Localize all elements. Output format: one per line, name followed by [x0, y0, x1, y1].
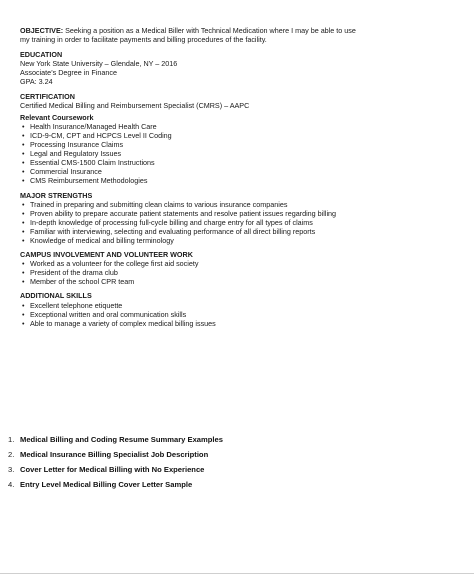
- list-item: [20, 301, 452, 310]
- list-item-text: Exceptional written and oral communication skills: [30, 309, 187, 319]
- skills-section: [20, 291, 452, 327]
- bullet-icon: •: [22, 277, 25, 287]
- list-item-text: Member of the school CPR team: [30, 277, 135, 287]
- education-heading: EDUCATION: [20, 50, 63, 60]
- objective-text-2: my training in order to facilitate payments and billing procedures of the facility.: [20, 35, 267, 45]
- bottom-divider: [0, 573, 474, 574]
- related-link-3[interactable]: [8, 462, 448, 477]
- link-title[interactable]: Medical Insurance Billing Specialist Job Description: [20, 450, 209, 459]
- list-item-text: Legal and Regulatory Issues: [30, 149, 122, 159]
- link-title[interactable]: Cover Letter for Medical Billing with No Experience: [20, 465, 205, 474]
- list-item-text: Familiar with interviewing, selecting and evaluating performance of all direct billing reports: [30, 226, 316, 236]
- bullet-icon: •: [22, 140, 25, 150]
- list-item-text: Knowledge of medical and billing terminology: [30, 235, 174, 245]
- list-item: [20, 310, 452, 319]
- certification-section: [20, 92, 452, 110]
- list-item: [20, 167, 452, 176]
- list-item-text: Worked as a volunteer for the college first aid society: [30, 259, 199, 269]
- campus-heading: CAMPUS INVOLVEMENT AND VOLUNTEER WORK: [20, 250, 193, 260]
- education-line: GPA: 3.24: [20, 77, 53, 87]
- list-item-text: Excellent telephone etiquette: [30, 300, 123, 310]
- education-line: New York State University – Glendale, NY – 2016: [20, 59, 178, 69]
- list-item: [20, 149, 452, 158]
- list-item-text: Trained in preparing and submitting clean claims to various insurance companies: [30, 199, 288, 209]
- related-link-1[interactable]: [8, 432, 448, 447]
- bullet-icon: •: [22, 176, 25, 186]
- bullet-icon: •: [22, 300, 25, 310]
- list-item-text: Proven ability to prepare accurate patient statements and resolve patient issues regarding billing: [30, 208, 337, 218]
- list-item-text: ICD-9-CM, CPT and HCPCS Level II Coding: [30, 130, 172, 140]
- bullet-icon: •: [22, 226, 25, 236]
- link-number: 1.: [8, 435, 15, 444]
- list-item-text: In-depth knowledge of processing full-cycle billing and charge entry for all types of claims: [30, 217, 313, 227]
- link-number: 2.: [8, 450, 15, 459]
- list-item: [20, 140, 452, 149]
- education-line: Associate’s Degree in Finance: [20, 68, 117, 78]
- related-link-2[interactable]: [8, 447, 448, 462]
- bullet-icon: •: [22, 130, 25, 140]
- list-item-text: Processing Insurance Claims: [30, 140, 124, 150]
- objective-label: OBJECTIVE:: [20, 26, 64, 35]
- coursework-section: [20, 113, 452, 186]
- bullet-icon: •: [22, 158, 25, 168]
- objective-text-1: Seeking a position as a Medical Biller with Technical Medication where I may be able to use: [63, 26, 356, 35]
- certification-line: Certified Medical Billing and Reimbursement Specialist (CMRS) – AAPC: [20, 100, 250, 110]
- list-item: [20, 209, 452, 218]
- link-title[interactable]: Entry Level Medical Billing Cover Letter Sample: [20, 480, 193, 489]
- skills-heading: ADDITIONAL SKILLS: [20, 291, 92, 301]
- list-item: [20, 268, 452, 277]
- list-item: [20, 131, 452, 140]
- certification-heading: CERTIFICATION: [20, 91, 75, 101]
- campus-section: [20, 250, 452, 286]
- list-item: [20, 122, 452, 131]
- bullet-icon: •: [22, 268, 25, 278]
- list-item-text: Commercial Insurance: [30, 167, 102, 177]
- objective-section: [20, 26, 452, 44]
- strengths-heading: MAJOR STRENGTHS: [20, 190, 93, 200]
- bullet-icon: •: [22, 318, 25, 328]
- list-item-text: CMS Reimbursement Methodologies: [30, 176, 148, 186]
- bullet-icon: •: [22, 309, 25, 319]
- related-links-list: [8, 432, 448, 492]
- bullet-icon: •: [22, 259, 25, 269]
- bullet-icon: •: [22, 149, 25, 159]
- link-number: 3.: [8, 465, 15, 474]
- list-item: [20, 158, 452, 167]
- related-link-4[interactable]: [8, 477, 448, 492]
- list-item-text: Able to manage a variety of complex medical billing issues: [30, 318, 216, 328]
- list-item: [20, 200, 452, 209]
- list-item: [20, 218, 452, 227]
- bullet-icon: •: [22, 208, 25, 218]
- list-item-text: Health Insurance/Managed Health Care: [30, 121, 157, 131]
- education-section: [20, 50, 452, 86]
- list-item: [20, 176, 452, 185]
- coursework-heading: Relevant Coursework: [20, 112, 94, 122]
- list-item-text: President of the drama club: [30, 268, 118, 278]
- bullet-icon: •: [22, 217, 25, 227]
- list-item: [20, 259, 452, 268]
- list-item: [20, 236, 452, 245]
- bullet-icon: •: [22, 167, 25, 177]
- bullet-icon: •: [22, 121, 25, 131]
- resume-document: [20, 26, 452, 328]
- list-item: [20, 319, 452, 328]
- objective-line-1: [20, 26, 452, 35]
- bullet-icon: •: [22, 199, 25, 209]
- list-item: [20, 277, 452, 286]
- bullet-icon: •: [22, 235, 25, 245]
- link-number: 4.: [8, 480, 15, 489]
- list-item: [20, 227, 452, 236]
- list-item-text: Essential CMS-1500 Claim Instructions: [30, 158, 155, 168]
- link-title[interactable]: Medical Billing and Coding Resume Summary Examples: [20, 435, 223, 444]
- strengths-section: [20, 191, 452, 246]
